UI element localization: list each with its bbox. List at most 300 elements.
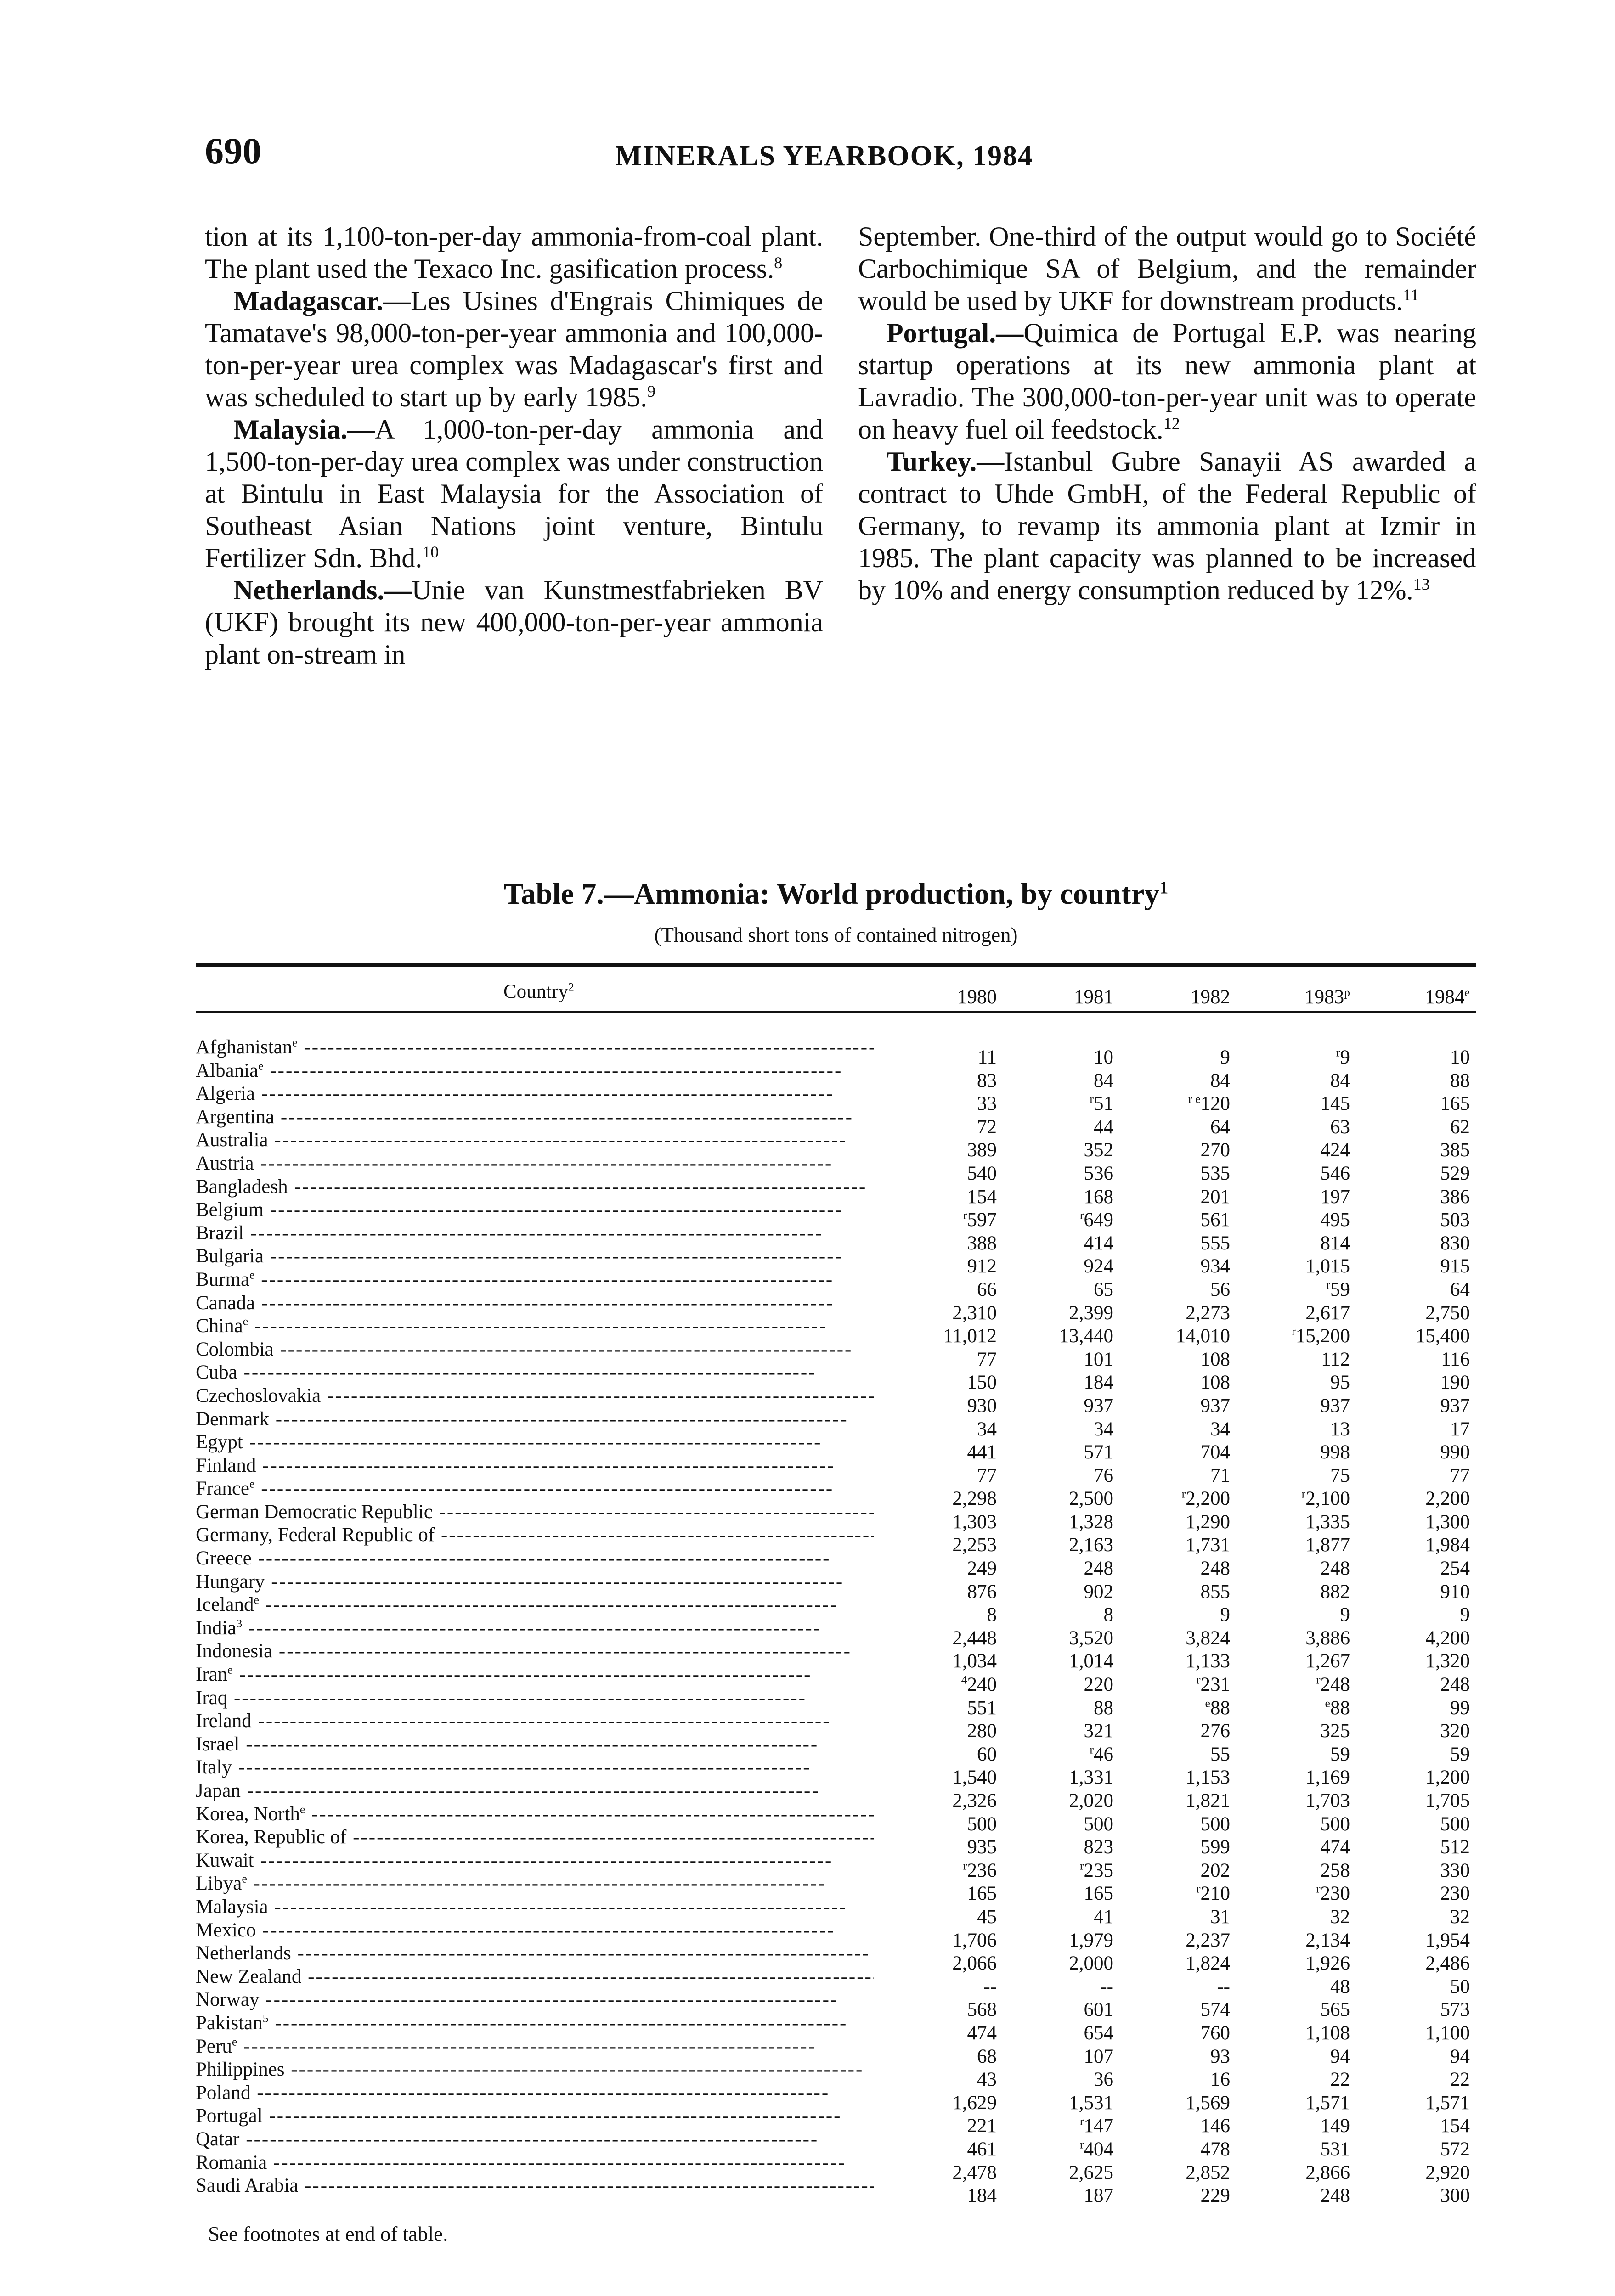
table-row [196,1756,1476,1789]
value-number: 1,335 [1305,1511,1350,1533]
value-number: 1,014 [1069,1650,1113,1672]
value-number: 424 [1320,1139,1350,1161]
value-number: 1,290 [1186,1511,1230,1533]
table-row [196,1524,1476,1556]
paragraph-text: tion at its 1,100-ton-per-day ammonia-from-coal plant. The plant used the Texaco Inc. gasification process. [205,221,823,284]
country-label: Argentina [196,1106,275,1128]
value-number: 154 [967,1186,997,1208]
value-number: 1,926 [1305,1953,1350,1975]
table-row [196,1082,1476,1115]
value-number: 4,200 [1425,1627,1470,1649]
footnote-ref: 13 [1413,575,1430,593]
country-name [196,2174,874,2198]
table-header [196,981,1476,1008]
value-number: 2,852 [1186,2161,1230,2183]
country-note: e [249,1268,255,1282]
value-number: 46 [1094,1743,1113,1765]
table-row [196,1361,1476,1394]
table-row [196,1826,1476,1858]
country-label: Egypt [196,1431,243,1453]
country-label: Albania [196,1059,259,1081]
column-header-year [1304,986,1350,1008]
value-number: 915 [1440,1255,1470,1277]
value-number: 13 [1330,1418,1350,1440]
country-label: Canada [196,1292,255,1314]
value-number: 500 [1084,1813,1113,1835]
country-name [196,1942,874,1965]
value-number: 64 [1210,1116,1230,1138]
value-cell [1019,2184,1113,2208]
country-note: e [227,1663,233,1677]
value-number: 77 [1450,1464,1470,1486]
value-number: 1,629 [952,2092,997,2114]
country-name [196,1547,874,1570]
value-number: 9 [1220,1047,1230,1068]
value-number: 495 [1320,1209,1350,1231]
value-number: 220 [1084,1674,1113,1696]
paragraph-text: Unie van Kunstmestfabrieken BV (UKF) brought its new 400,000-ton-per-year ammonia plant on-stream in [205,575,823,670]
country-note: e [249,1477,255,1491]
table-row [196,1245,1476,1277]
value-number: 84 [1210,1069,1230,1092]
table-row [196,1802,1476,1835]
country-name [196,2058,874,2082]
value-number: 2,253 [952,1534,997,1556]
value-number: 404 [1084,2138,1113,2160]
column-header-label: Country [503,981,568,1002]
table-row [196,1640,1476,1672]
country-name [196,1640,874,1663]
value-number: 95 [1330,1372,1350,1394]
country-note: e [242,1872,247,1886]
value-number: 649 [1084,1209,1113,1231]
value-cell [1135,2184,1230,2208]
country-name [196,1501,874,1524]
table-row [196,1477,1476,1510]
country-label: New Zealand [196,1965,302,1987]
country-label: Korea, Republic of [196,1826,347,1848]
country-label: Colombia [196,1338,274,1360]
country-label: Hungary [196,1570,265,1593]
country-name [196,1082,874,1106]
table-row [196,1849,1476,1881]
value-number: 230 [1440,1883,1470,1905]
value-number: 3,520 [1069,1627,1113,1649]
value-number: 529 [1440,1162,1470,1184]
value-number: 1,821 [1186,1790,1230,1812]
value-number: 77 [977,1348,997,1370]
value-number: 8 [987,1604,997,1626]
value-number: 14,010 [1175,1325,1230,1347]
country-name [196,1570,874,1594]
value-number: 500 [1320,1813,1350,1835]
value-number: 320 [1440,1720,1470,1742]
country-label: Korea, North [196,1803,300,1825]
country-name [196,1803,874,1826]
value-number: 108 [1200,1348,1230,1370]
value-number: 9 [1220,1604,1230,1626]
table-row [196,2128,1476,2160]
paragraph-lead: Turkey.— [887,446,1005,477]
country-label: France [196,1478,249,1500]
value-note: r [963,1859,967,1873]
value-number: 2,310 [952,1302,997,1324]
country-label: Italy [196,1756,232,1778]
value-number: 236 [967,1859,997,1881]
value-number: 59 [1450,1743,1470,1765]
value-number: 230 [1320,1883,1350,1905]
value-number: 62 [1450,1116,1470,1138]
value-number: 15,200 [1295,1325,1350,1347]
country-name [196,1106,874,1129]
value-number: 474 [967,2022,997,2044]
table-row [196,1199,1476,1231]
value-number: 41 [1094,1906,1113,1928]
value-number: 276 [1200,1720,1230,1742]
value-number: 555 [1200,1232,1230,1254]
table-row [196,1222,1476,1254]
value-number: 34 [1210,1418,1230,1440]
table-row [196,1106,1476,1138]
value-number: 145 [1320,1093,1350,1115]
country-label: Israel [196,1733,240,1755]
value-number: 1,571 [1425,2092,1470,2114]
value-number: 2,625 [1069,2161,1113,2183]
value-number: 388 [967,1232,997,1254]
value-number: 2,200 [1186,1488,1230,1510]
value-number: 33 [977,1093,997,1115]
country-name [196,1245,874,1268]
table-row [196,1036,1476,1068]
value-number: 2,448 [952,1627,997,1649]
country-name [196,1826,874,1849]
country-label: Netherlands [196,1942,291,1964]
value-number: 1,267 [1305,1650,1350,1672]
value-number: 937 [1084,1395,1113,1417]
value-number: 77 [977,1464,997,1486]
value-number: 11,012 [943,1325,997,1347]
country-name [196,1454,874,1478]
table-row [196,1268,1476,1300]
value-number: 65 [1094,1278,1113,1300]
table-row [196,1687,1476,1719]
table-row [196,1593,1476,1626]
value-number: 2,399 [1069,1302,1113,1324]
value-number: 50 [1450,1975,1470,1998]
value-number: 2,750 [1425,1302,1470,1324]
paragraph [858,220,1476,317]
footnote-ref: 9 [647,382,656,400]
country-label: Belgium [196,1199,264,1221]
value-cell [902,2184,997,2208]
country-name [196,2151,874,2175]
value-number: 1,133 [1186,1650,1230,1672]
value-number: 56 [1210,1278,1230,1300]
table-row [196,1710,1476,1742]
table-title-note: 1 [1159,878,1169,898]
value-number: 823 [1084,1836,1113,1858]
table-row [196,1663,1476,1696]
value-number: 512 [1440,1836,1470,1858]
value-number: 2,066 [952,1953,997,1975]
value-number: 561 [1200,1209,1230,1231]
country-name [196,1524,874,1547]
country-label: Brazil [196,1222,244,1244]
value-number: 168 [1084,1186,1113,1208]
value-number: 1,540 [952,1767,997,1789]
value-number: 202 [1200,1859,1230,1881]
value-number: 574 [1200,1999,1230,2021]
value-number: 22 [1450,2069,1470,2091]
value-number: 3,886 [1305,1627,1350,1649]
value-note: 4 [961,1673,967,1687]
country-label: Australia [196,1129,268,1151]
value-number: 1,571 [1305,2092,1350,2114]
column-header-note: e [1464,985,1470,999]
value-number: 300 [1440,2185,1470,2207]
value-number: 99 [1450,1697,1470,1719]
value-number: 75 [1330,1464,1350,1486]
value-number: 325 [1320,1720,1350,1742]
value-note: r [1326,1278,1330,1292]
country-note: e [292,1036,298,1049]
value-number: 51 [1094,1093,1113,1115]
value-number: 1,824 [1186,1953,1230,1975]
table-row [196,2105,1476,2137]
value-number: 248 [1320,1674,1350,1696]
country-label: Finland [196,1454,256,1476]
table-footnote: See footnotes at end of table. [208,2223,448,2245]
value-number: 1,328 [1069,1511,1113,1533]
value-number: 998 [1320,1441,1350,1463]
value-number: 1,731 [1186,1534,1230,1556]
table-row [196,1501,1476,1533]
table-row [196,1919,1476,1951]
paragraph-text: September. One-third of the output would go to Société Carbochimique SA of Belgium, and the remainder would be used by UKF for downstream products. [858,221,1476,316]
text-column-right [858,220,1476,606]
value-number: 59 [1330,1743,1350,1765]
value-number: 94 [1450,2045,1470,2067]
value-number: 855 [1200,1581,1230,1603]
table-row [196,2151,1476,2183]
value-number: 68 [977,2045,997,2067]
country-label: Iran [196,1664,228,1686]
country-name [196,2105,874,2128]
value-number: 44 [1094,1116,1113,1138]
value-number: 389 [967,1139,997,1161]
value-number: 116 [1441,1348,1470,1370]
value-number: 2,237 [1186,1929,1230,1951]
value-number: 1,331 [1069,1767,1113,1789]
country-label: Malaysia [196,1896,268,1918]
value-number: 88 [1210,1697,1230,1719]
value-number: 34 [1094,1418,1113,1440]
country-name [196,1710,874,1733]
value-number: 36 [1094,2069,1113,2091]
footnote-ref: 8 [774,253,783,272]
country-label: Bangladesh [196,1176,288,1198]
value-number: 1,100 [1425,2022,1470,2044]
value-number: 84 [1330,1069,1350,1092]
value-number: 478 [1200,2138,1230,2160]
table-subtitle: (Thousand short tons of contained nitrogen) [654,923,1018,946]
value-number: 935 [967,1836,997,1858]
country-name [196,1687,874,1710]
country-note: 5 [262,2011,269,2025]
country-label: Poland [196,2082,251,2104]
value-note: r [963,1208,967,1222]
column-header-year [957,986,997,1008]
value-number: 240 [967,1674,997,1696]
value-note: r e [1188,1092,1201,1106]
paragraph-lead: Malaysia.— [233,414,375,445]
column-header-year [1074,986,1113,1008]
value-number: 934 [1200,1255,1230,1277]
value-number: 536 [1084,1162,1113,1184]
value-number: 830 [1440,1232,1470,1254]
paragraph [205,220,823,285]
value-number: 540 [967,1162,997,1184]
value-number: 32 [1450,1906,1470,1928]
table-row [196,1315,1476,1347]
country-name [196,1431,874,1454]
value-number: 441 [967,1441,997,1463]
country-name [196,1779,874,1803]
country-label: Indonesia [196,1640,273,1662]
value-note: r [1079,1208,1084,1222]
value-number: 11 [977,1047,997,1068]
value-number: 1,320 [1425,1650,1470,1672]
value-note: r [1079,2114,1084,2128]
value-number: 165 [1084,1883,1113,1905]
value-number: -- [983,1975,997,1998]
value-number: 187 [1084,2185,1113,2207]
value-number: 258 [1320,1859,1350,1881]
value-number: 72 [977,1116,997,1138]
paragraph [858,317,1476,445]
country-label: German Democratic Republic [196,1501,433,1523]
value-number: 101 [1084,1348,1113,1370]
value-number: 1,703 [1305,1790,1350,1812]
country-name [196,1361,874,1384]
value-number: 147 [1084,2115,1113,2137]
value-cell [1255,2184,1350,2208]
value-number: 112 [1321,1348,1350,1370]
value-number: 210 [1200,1883,1230,1905]
country-name [196,1059,874,1083]
table-row [196,2058,1476,2091]
table-title [0,878,1615,911]
value-number: 2,298 [952,1488,997,1510]
column-header-note: p [1344,985,1350,999]
value-number: 59 [1330,1278,1350,1300]
value-number: 1,108 [1305,2022,1350,2044]
text-column-left [205,220,823,670]
value-number: -- [1217,1975,1230,1998]
table-body [196,1036,1476,2207]
value-number: 43 [977,2069,997,2091]
country-name [196,1849,874,1873]
table-row [196,1570,1476,1603]
value-number: 930 [967,1395,997,1417]
country-name [196,1593,874,1617]
country-label: Algeria [196,1083,255,1105]
value-note: r [1316,1882,1321,1896]
country-label: Germany, Federal Republic of [196,1524,435,1546]
country-name [196,1338,874,1362]
value-number: 60 [977,1743,997,1765]
country-label: Pakistan [196,2012,263,2034]
value-number: 2,478 [952,2161,997,2183]
value-number: 902 [1084,1581,1113,1603]
value-number: 184 [967,2185,997,2207]
value-number: 546 [1320,1162,1350,1184]
country-label: Mexico [196,1919,256,1941]
country-name [196,1477,874,1501]
value-number: 270 [1200,1139,1230,1161]
value-number: 120 [1200,1093,1230,1115]
value-number: 321 [1084,1720,1113,1742]
country-label: Burma [196,1268,250,1290]
paragraph-lead: Portugal.— [887,318,1024,348]
paragraph-text: Istanbul Gubre Sanayii AS awarded a contract to Uhde GmbH, of the Federal Republic of Germany, to revamp its ammonia plant at Izmir in 1985. The plant capacity was planned to be increased by 10% and energy consumption reduced by 12%. [858,446,1476,605]
country-name [196,1176,874,1199]
value-number: 197 [1320,1186,1350,1208]
value-number: 571 [1084,1441,1113,1463]
value-number: 146 [1200,2115,1230,2137]
value-number: 876 [967,1581,997,1603]
country-name [196,1268,874,1292]
value-number: 88 [1330,1697,1350,1719]
value-number: 16 [1210,2069,1230,2091]
value-number: 71 [1210,1464,1230,1486]
value-number: 190 [1440,1372,1470,1394]
value-number: 201 [1200,1186,1230,1208]
country-label: Libya [196,1873,242,1895]
value-number: 254 [1440,1558,1470,1580]
value-number: 221 [967,2115,997,2137]
country-name [196,2035,874,2059]
value-number: 2,486 [1425,1953,1470,1975]
value-number: 1,979 [1069,1929,1113,1951]
value-number: 572 [1440,2138,1470,2160]
value-number: 1,954 [1425,1929,1470,1951]
country-name [196,1222,874,1245]
value-number: 2,500 [1069,1488,1113,1510]
country-label: Bulgaria [196,1245,264,1267]
country-name [196,1988,874,2012]
paragraph [205,285,823,413]
value-number: 3,824 [1186,1627,1230,1649]
value-number: 15,400 [1415,1325,1470,1347]
country-note: e [299,1802,305,1816]
column-header-label: 1984 [1425,986,1465,1008]
country-name [196,2012,874,2035]
value-number: 64 [1450,1278,1470,1300]
value-number: 2,200 [1425,1488,1470,1510]
value-number: 654 [1084,2022,1113,2044]
value-number: 32 [1330,1906,1350,1928]
column-header-label: 1980 [957,986,997,1008]
value-note: r [1196,1882,1201,1896]
value-note: r [1336,1046,1340,1059]
value-number: 330 [1440,1859,1470,1881]
country-label: China [196,1315,243,1337]
column-header-year [1191,986,1230,1008]
value-number: 9 [1340,1047,1350,1068]
country-note: 3 [236,1616,243,1630]
value-number: 8 [1103,1604,1113,1626]
